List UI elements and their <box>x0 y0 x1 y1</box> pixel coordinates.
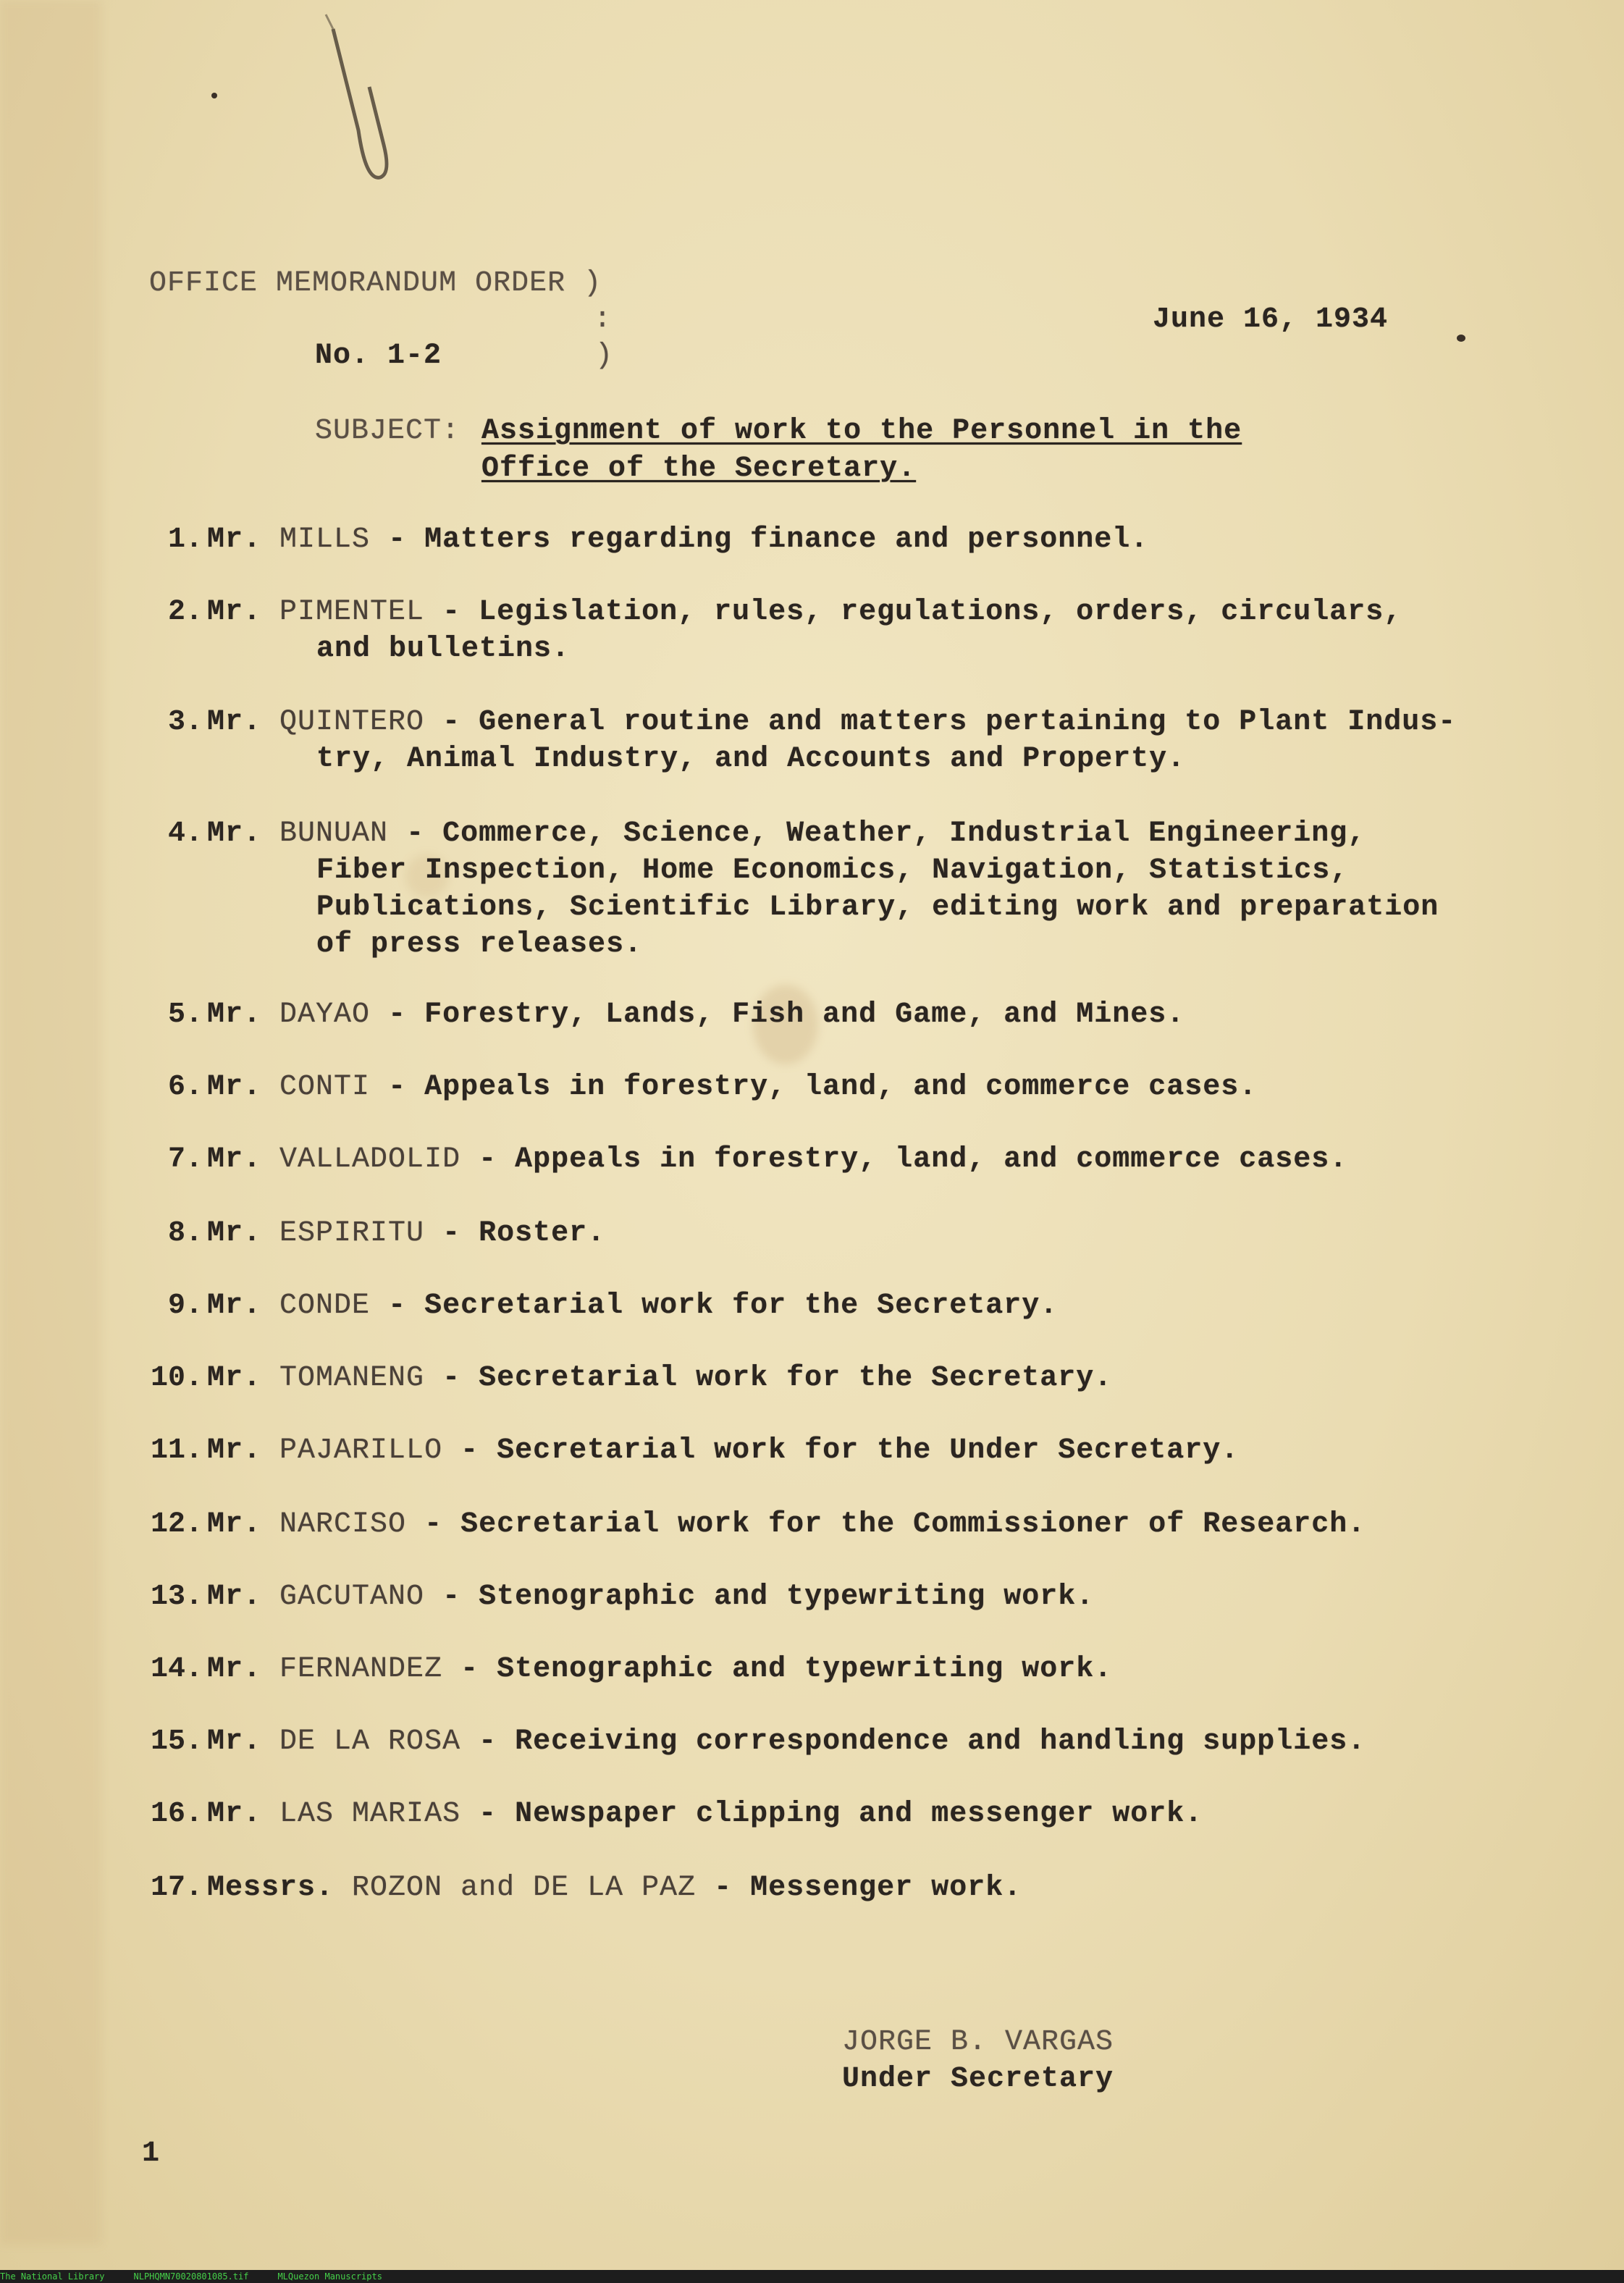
signatory-title: Under Secretary <box>842 2063 1114 2095</box>
list-item <box>207 1870 1022 1906</box>
list-item <box>207 1360 1112 1397</box>
item-description-continued: try, Animal Industry, and Accounts and Property. <box>316 743 1186 775</box>
item-description: - Secretarial work for the Secretary. <box>442 1362 1113 1395</box>
item-description: - Commerce, Science, Weather, Industrial Engineering, <box>406 817 1366 850</box>
signatory-name: JORGE B. VARGAS <box>842 2026 1114 2059</box>
item-description: - Secretarial work for the Commissioner of Research. <box>424 1508 1366 1541</box>
list-item <box>207 1432 1239 1469</box>
item-description: - Legislation, rules, regulations, orders, circulars, <box>442 596 1402 628</box>
subject-line-1: Assignment of work to the Personnel in the <box>481 415 1242 447</box>
item-number: 9. <box>167 1290 203 1322</box>
item-title: Mr. <box>207 1434 262 1467</box>
item-number: 17. <box>150 1872 203 1904</box>
ink-dot <box>211 93 217 98</box>
item-title: Mr. <box>207 1798 262 1830</box>
item-number: 5. <box>167 998 203 1031</box>
item-title: Mr. <box>207 817 262 850</box>
item-name: NARCISO <box>279 1508 407 1541</box>
item-description: - Secretarial work for the Under Secretary. <box>460 1434 1240 1467</box>
list-item <box>207 815 1366 852</box>
list-item <box>207 1651 1112 1688</box>
item-number: 8. <box>167 1217 203 1250</box>
item-description-continued: Fiber Inspection, Home Economics, Navigation, Statistics, <box>316 854 1349 887</box>
item-description: - Receiving correspondence and handling supplies. <box>479 1725 1366 1758</box>
list-item <box>207 996 1185 1033</box>
item-number: 1. <box>167 524 203 556</box>
item-number: 2. <box>167 596 203 628</box>
paper-stain <box>0 0 101 2245</box>
list-item <box>207 1141 1347 1178</box>
item-description-continued: of press releases. <box>316 928 643 961</box>
archive-footer <box>0 2270 1624 2283</box>
item-number: 7. <box>167 1143 203 1176</box>
item-number: 6. <box>167 1071 203 1103</box>
order-colon: : <box>594 303 613 336</box>
item-description: - Forestry, Lands, Fish and Game, and Mines. <box>388 998 1185 1031</box>
item-name: DE LA ROSA <box>279 1725 461 1758</box>
item-description: - Newspaper clipping and messenger work. <box>479 1798 1203 1830</box>
item-number: 16. <box>150 1798 203 1830</box>
item-description: - Stenographic and typewriting work. <box>460 1653 1113 1686</box>
list-item <box>207 1578 1094 1615</box>
item-name: FERNANDEZ <box>279 1653 443 1686</box>
item-title: Mr. <box>207 1290 262 1322</box>
list-item <box>207 1287 1058 1324</box>
list-item <box>207 521 1148 558</box>
list-item <box>207 1506 1366 1543</box>
item-name: PAJARILLO <box>279 1434 443 1467</box>
item-name: PIMENTEL <box>279 596 425 628</box>
item-title: Mr. <box>207 1217 262 1250</box>
item-name: DAYAO <box>279 998 371 1031</box>
subject-line-2: Office of the Secretary. <box>481 453 917 485</box>
item-description: - Matters regarding finance and personnel. <box>388 524 1149 556</box>
item-description-continued: Publications, Scientific Library, editing work and preparation <box>316 891 1439 924</box>
list-item <box>207 594 1402 631</box>
footer-file: NLPHQMN70020801085.tif <box>133 2271 249 2282</box>
item-number: 4. <box>167 817 203 850</box>
order-heading: OFFICE MEMORANDUM ORDER ) <box>149 267 602 300</box>
item-description: - Messenger work. <box>714 1872 1022 1904</box>
item-name: CONTI <box>279 1071 371 1103</box>
document-date: June 16, 1934 <box>1153 303 1389 336</box>
item-title: Mr. <box>207 706 262 739</box>
item-description: - Secretarial work for the Secretary. <box>388 1290 1059 1322</box>
item-title: Mr. <box>207 998 262 1031</box>
item-title: Mr. <box>207 1362 262 1395</box>
item-number: 13. <box>150 1581 203 1613</box>
item-description: - General routine and matters pertaining to Plant Indus- <box>442 706 1457 739</box>
item-name: TOMANENG <box>279 1362 425 1395</box>
item-name: MILLS <box>279 524 371 556</box>
item-description: - Roster. <box>442 1217 606 1250</box>
item-title: Mr. <box>207 1143 262 1176</box>
item-name: QUINTERO <box>279 706 425 739</box>
item-number: 14. <box>150 1653 203 1686</box>
item-name: CONDE <box>279 1290 371 1322</box>
item-title: Mr. <box>207 1581 262 1613</box>
item-title: Mr. <box>207 1071 262 1103</box>
item-name: ESPIRITU <box>279 1217 425 1250</box>
item-name: ROZON and DE LA PAZ <box>352 1872 697 1904</box>
item-title: Mr. <box>207 1653 262 1686</box>
order-paren: ) <box>595 340 614 372</box>
item-name: GACUTANO <box>279 1581 425 1613</box>
item-title: Mr. <box>207 524 262 556</box>
list-item <box>207 1069 1257 1106</box>
footer-collection: MLQuezon Manuscripts <box>277 2271 382 2282</box>
item-name: VALLADOLID <box>279 1143 461 1176</box>
paperclip-mark-icon <box>319 0 405 195</box>
item-number: 15. <box>150 1725 203 1758</box>
item-title: Mr. <box>207 596 262 628</box>
subject-label: SUBJECT: <box>315 415 460 447</box>
item-title: Mr. <box>207 1725 262 1758</box>
list-item <box>207 1796 1203 1833</box>
list-item <box>207 1723 1366 1760</box>
order-number: No. 1-2 <box>315 340 442 372</box>
item-number: 3. <box>167 706 203 739</box>
item-title: Messrs. <box>207 1872 335 1904</box>
item-description-continued: and bulletins. <box>316 633 571 665</box>
item-description: - Appeals in forestry, land, and commerce cases. <box>479 1143 1348 1176</box>
footer-library: The National Library <box>0 2271 105 2282</box>
item-number: 12. <box>150 1508 203 1541</box>
item-number: 10. <box>150 1362 203 1395</box>
item-number: 11. <box>150 1434 203 1467</box>
item-title: Mr. <box>207 1508 262 1541</box>
item-description: - Stenographic and typewriting work. <box>442 1581 1095 1613</box>
page-number: 1 <box>142 2137 161 2170</box>
item-name: BUNUAN <box>279 817 389 850</box>
list-item <box>207 704 1456 741</box>
item-name: LAS MARIAS <box>279 1798 461 1830</box>
item-description: - Appeals in forestry, land, and commerce cases. <box>388 1071 1258 1103</box>
list-item <box>207 1215 605 1252</box>
ink-dot <box>1457 335 1465 342</box>
